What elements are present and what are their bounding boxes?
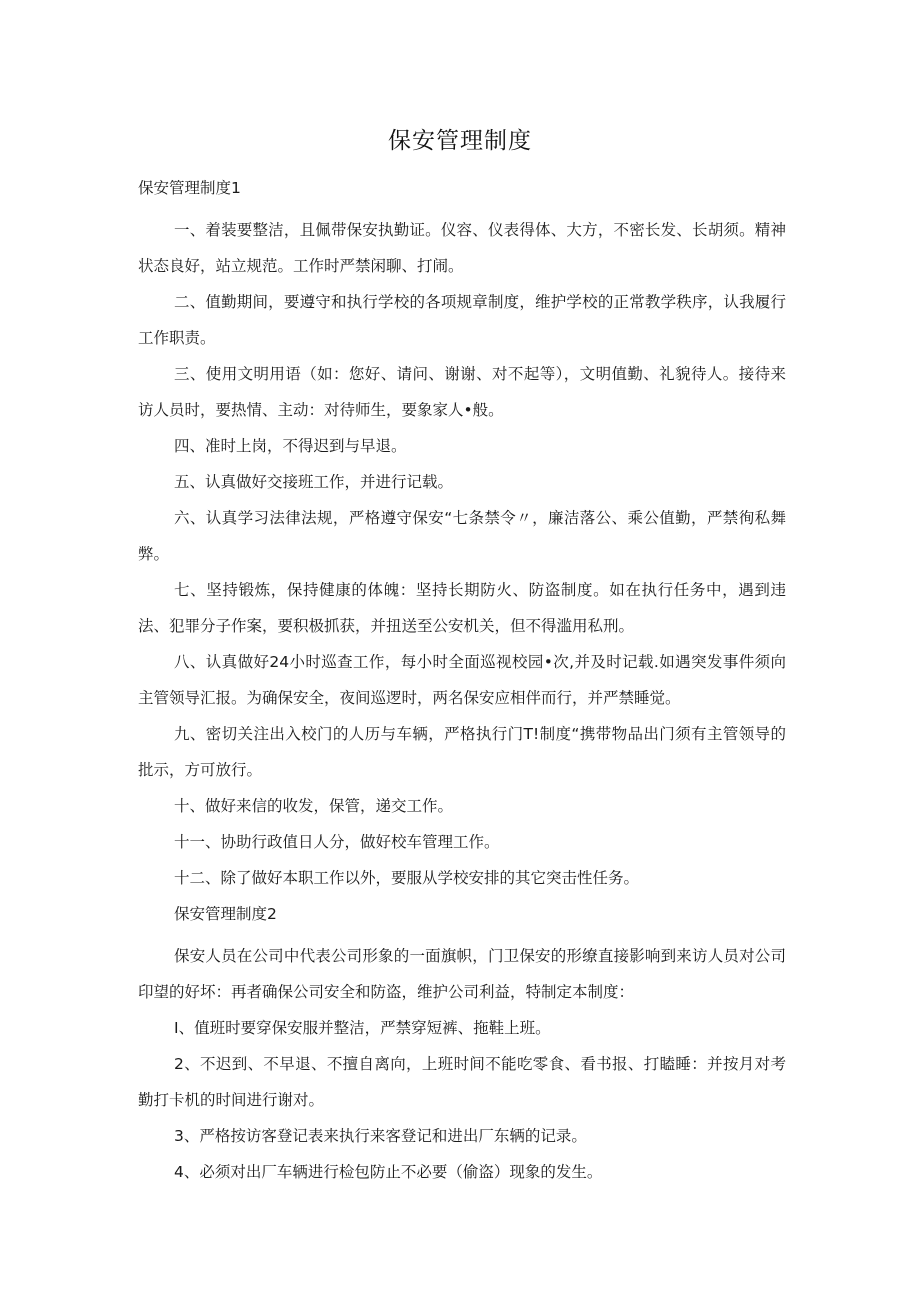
- paragraph: 六、认真学习法律法规，严格遵守保安“七条禁令〃，廉洁落公、乘公值勤，严禁徇私舞弊。: [138, 509, 786, 563]
- paragraph: 七、坚持锻炼，保持健康的体魄：坚持长期防火、防盗制度。如在执行任务中，遇到违法、犯罪分子作案，要积极抓获，并扭送至公安机关，但不得滥用私刑。: [138, 581, 786, 635]
- document-body: [138, 176, 786, 1190]
- paragraph: 三、使用文明用语（如：您好、请问、谢谢、对不起等），文明值勤、礼貌待人。接待来访人员时，要热情、主动：对待师生，要象家人•般。: [138, 365, 786, 419]
- paragraph: 十二、除了做好本职工作以外，要服从学校安排的其它突击性任务。: [174, 869, 640, 887]
- section-heading-2: 保安管理制度2: [174, 905, 277, 923]
- paragraph: 九、密切关注出入校门的人历与车辆，严格执行门T!制度“携带物品出门须有主管领导的批示，方可放行。: [138, 725, 786, 779]
- document-title: 保安管理制度: [388, 128, 532, 154]
- paragraph: 十一、协助行政值日人分，做好校车管理工作。: [174, 833, 500, 851]
- paragraph: 2、不迟到、不早退、不擅自离向，上班时间不能吃零食、看书报、打瞌睡：并按月对考勤打卡机的时间进行谢对。: [138, 1055, 786, 1109]
- paragraph: 二、值勤期间，要遵守和执行学校的各项规章制度，维护学校的正常教学秩序，认我履行工作职责。: [138, 293, 786, 347]
- paragraph: 八、认真做好24小时巡查工作，每小时全面巡视校园•次,并及时记载.如遇突发事件须向主管领导汇报。为确保安全，夜间巡逻时，两名保安应相伴而行，并严禁睡觉。: [138, 653, 786, 707]
- paragraph: 四、准时上岗，不得迟到与早退。: [174, 437, 407, 455]
- paragraph: 4、必须对出厂车辆进行检包防止不必要（偷盗）现象的发生。: [174, 1163, 603, 1181]
- paragraph: 3、严格按访客登记表来执行来客登记和进出厂东辆的记录。: [174, 1127, 587, 1145]
- paragraph: 一、着装要整洁，且佩带保安执勤证。仪容、仪表得体、大方，不密长发、长胡须。精神状态良好，站立规范。工作时严禁闲聊、打闹。: [138, 221, 786, 275]
- paragraph: 十、做好来信的收发，保管，递交工作。: [174, 797, 454, 815]
- section-heading-1: 保安管理制度1: [138, 179, 241, 197]
- paragraph: 保安人员在公司中代表公司形象的一面旗帜，门卫保安的形缭直接影响到来访人员对公司印望的好坏：再者确保公司安全和防盗，维护公司利益，特制定本制度：: [138, 947, 786, 1001]
- paragraph: I、值班时要穿保安服并整洁，严禁穿短裤、拖鞋上班。: [174, 1019, 551, 1037]
- paragraph: 五、认真做好交接班工作，并进行记载。: [174, 473, 454, 491]
